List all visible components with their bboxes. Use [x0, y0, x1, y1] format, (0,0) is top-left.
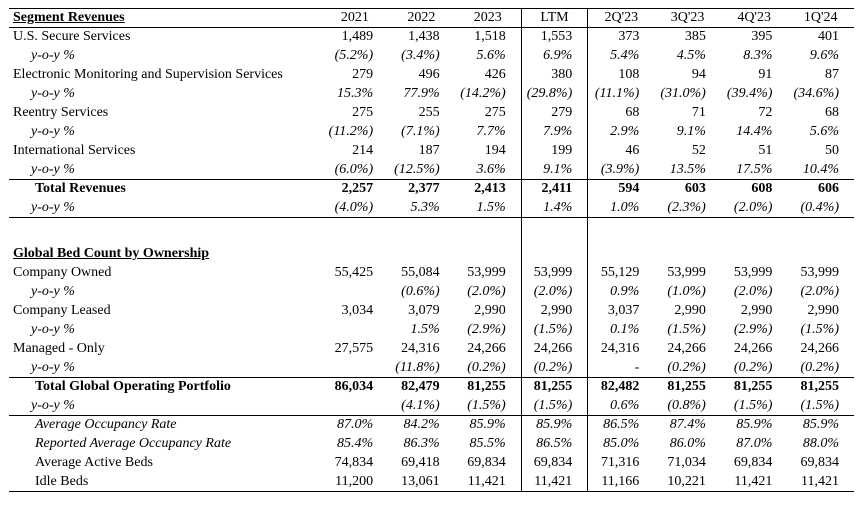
- cell: 608: [721, 180, 788, 199]
- row-label: Reentry Services: [13, 105, 109, 120]
- table-title: Segment Revenues: [9, 9, 322, 28]
- spacer-row: [9, 218, 854, 245]
- cell: 53,999: [521, 264, 588, 283]
- table-row: [9, 264, 854, 283]
- cell: 81,255: [654, 378, 721, 397]
- cell: [721, 245, 788, 264]
- cell: (1.5%): [521, 321, 588, 340]
- column-header-2021: 2021: [322, 9, 389, 28]
- row-label: y-o-y %: [31, 322, 75, 337]
- cell: (0.2%): [521, 359, 588, 378]
- cell: 53,999: [467, 265, 506, 280]
- cell: (3.9%): [600, 161, 640, 177]
- cell: [588, 245, 655, 264]
- cell: 275: [352, 105, 374, 120]
- row-label: Idle Beds: [9, 473, 322, 492]
- cell: 24,266: [733, 341, 773, 356]
- cell: 74,834: [334, 455, 374, 470]
- cell: 53,999: [800, 265, 839, 280]
- row-label: y-o-y %: [31, 124, 75, 139]
- cell: [388, 245, 455, 264]
- cell: (11.8%): [395, 359, 440, 375]
- cell: 86.5%: [603, 417, 640, 433]
- cell: 2,990: [740, 303, 773, 318]
- cell: 2,257: [322, 180, 389, 199]
- cell: 11,200: [322, 473, 389, 492]
- cell: 81,255: [521, 378, 588, 397]
- cell: (2.0%): [733, 284, 773, 299]
- row-label: Electronic Monitoring and Supervision Services: [13, 67, 283, 82]
- cell: 86.5%: [521, 435, 588, 454]
- cell: 1,438: [408, 29, 440, 45]
- cell: [787, 218, 854, 245]
- cell: 1.0%: [588, 199, 655, 218]
- row-label: U.S. Secure Services: [13, 29, 131, 45]
- cell: 187: [418, 143, 440, 158]
- cell: 88.0%: [802, 436, 839, 451]
- section-title: Global Bed Count by Ownership: [13, 246, 210, 261]
- table-row: [9, 397, 854, 416]
- table-row: [9, 199, 854, 218]
- cell: 275: [484, 105, 506, 120]
- cell: 426: [484, 67, 506, 82]
- cell: 85.4%: [336, 436, 374, 451]
- cell: (7.1%): [401, 124, 440, 139]
- cell: 87.4%: [669, 417, 706, 433]
- cell: (1.0%): [667, 284, 706, 299]
- cell: [388, 218, 455, 245]
- cell: 72: [758, 105, 773, 120]
- cell: 279: [521, 104, 588, 123]
- row-label: Total Revenues: [9, 180, 322, 199]
- cell: 0.6%: [588, 397, 655, 416]
- cell: 77.9%: [403, 86, 440, 101]
- cell: (5.2%): [334, 48, 374, 63]
- cell: 85.5%: [469, 436, 506, 451]
- table-row: [9, 321, 854, 340]
- row-label: Company Leased: [13, 303, 111, 318]
- cell: (12.5%): [394, 161, 440, 177]
- cell: 50: [825, 143, 839, 158]
- cell: 84.2%: [403, 417, 440, 433]
- table-header-row: [9, 9, 854, 28]
- cell: 71,316: [600, 455, 640, 470]
- cell: 1.4%: [521, 199, 588, 218]
- cell: (34.6%): [793, 86, 839, 101]
- cell: (2.3%): [654, 199, 721, 218]
- cell: (1.5%): [721, 397, 788, 416]
- cell: 94: [691, 67, 706, 82]
- cell: 0.9%: [610, 284, 640, 299]
- cell: 214: [352, 143, 374, 158]
- cell: (29.8%): [521, 85, 588, 104]
- cell: (0.4%): [787, 199, 854, 218]
- cell: 2,990: [474, 303, 506, 318]
- cell: 85.9%: [469, 417, 506, 433]
- column-header-2022: 2022: [388, 9, 455, 28]
- cell: 82,482: [588, 378, 655, 397]
- cell: 53,999: [733, 265, 773, 280]
- cell: [654, 218, 721, 245]
- cell: [588, 218, 655, 245]
- cell: 24,316: [401, 341, 440, 356]
- cell: 108: [618, 67, 640, 82]
- cell: (0.2%): [733, 359, 773, 375]
- cell: [787, 245, 854, 264]
- cell: 594: [588, 180, 655, 199]
- cell: 11,166: [588, 473, 655, 492]
- row-label: Average Occupancy Rate: [35, 417, 177, 433]
- cell: 7.7%: [476, 124, 506, 139]
- cell: 385: [684, 29, 706, 45]
- column-header-2q23: 2Q'23: [588, 9, 655, 28]
- cell: 9.6%: [809, 48, 839, 63]
- row-label: International Services: [13, 143, 136, 158]
- cell: 5.6%: [809, 124, 839, 139]
- cell: 14.4%: [736, 124, 773, 139]
- cell: [322, 359, 389, 378]
- cell: (0.8%): [654, 397, 721, 416]
- cell: 91: [758, 67, 773, 82]
- cell: (2.0%): [800, 284, 839, 299]
- cell: (2.0%): [521, 283, 588, 302]
- cell: [322, 321, 389, 340]
- table-row: [9, 47, 854, 66]
- cell: 69,834: [467, 455, 506, 470]
- cell: (1.5%): [800, 322, 839, 337]
- cell: (2.9%): [467, 322, 506, 337]
- cell: 69,834: [800, 455, 839, 470]
- cell: 373: [618, 29, 640, 45]
- cell: 1.5%: [455, 199, 522, 218]
- cell: 5.3%: [388, 199, 455, 218]
- cell: 13.5%: [669, 161, 706, 177]
- cell: 3,079: [408, 303, 440, 318]
- table-row: [9, 378, 854, 397]
- cell: (0.2%): [800, 359, 839, 375]
- cell: 603: [654, 180, 721, 199]
- row-label: y-o-y %: [31, 284, 75, 299]
- row-label: [9, 218, 322, 245]
- cell: 87: [825, 67, 839, 82]
- cell: 9.1%: [676, 124, 706, 139]
- cell: (2.9%): [733, 322, 773, 337]
- cell: 2,377: [388, 180, 455, 199]
- cell: 86.0%: [669, 436, 706, 451]
- table-row: [9, 302, 854, 321]
- cell: 2,990: [674, 303, 706, 318]
- cell: 68: [825, 105, 839, 120]
- cell: (0.6%): [401, 284, 440, 299]
- cell: 606: [787, 180, 854, 199]
- cell: 1,553: [521, 28, 588, 47]
- row-label: Company Owned: [13, 265, 112, 280]
- cell: 55,425: [334, 265, 374, 280]
- cell: 71: [691, 105, 706, 120]
- cell: 380: [521, 66, 588, 85]
- cell: 395: [751, 29, 773, 45]
- cell: (14.2%): [460, 86, 506, 101]
- row-label: Average Active Beds: [35, 455, 153, 470]
- cell: 24,266: [667, 341, 706, 356]
- cell: 4.5%: [676, 48, 706, 63]
- cell: (1.5%): [667, 322, 706, 337]
- cell: [322, 283, 389, 302]
- table-row: [9, 435, 854, 454]
- table-row: [9, 283, 854, 302]
- cell: 13,061: [388, 473, 455, 492]
- cell: 9.1%: [521, 161, 588, 180]
- cell: 7.9%: [521, 123, 588, 142]
- cell: 5.6%: [476, 48, 506, 63]
- table-row: [9, 359, 854, 378]
- table-row: [9, 454, 854, 473]
- cell: 496: [418, 67, 440, 82]
- column-header-1q24: 1Q'24: [787, 9, 854, 28]
- cell: 255: [418, 105, 440, 120]
- cell: 27,575: [334, 341, 374, 356]
- cell: 0.1%: [610, 322, 640, 337]
- cell: 3,034: [341, 303, 374, 318]
- cell: 87.0%: [336, 417, 374, 433]
- cell: 68: [625, 105, 640, 120]
- cell: (31.0%): [660, 86, 706, 101]
- cell: 85.9%: [521, 416, 588, 435]
- cell: 69,418: [401, 455, 440, 470]
- cell: 86.3%: [403, 436, 440, 451]
- cell: (11.1%): [594, 86, 640, 101]
- cell: 53,999: [667, 265, 706, 280]
- cell: 1,518: [474, 29, 506, 45]
- table-row: [9, 473, 854, 492]
- cell: 2,990: [521, 302, 588, 321]
- cell: (39.4%): [726, 86, 773, 101]
- cell: 5.4%: [610, 48, 640, 63]
- column-header-2023: 2023: [455, 9, 522, 28]
- cell: 8.3%: [743, 48, 773, 63]
- cell: [455, 218, 522, 245]
- cell: 3,037: [607, 303, 640, 318]
- cell: 46: [625, 143, 640, 158]
- cell: 199: [521, 142, 588, 161]
- cell: [521, 218, 588, 245]
- table-row: [9, 416, 854, 435]
- cell: 11,421: [455, 473, 522, 492]
- cell: 81,255: [787, 378, 854, 397]
- cell: 1,489: [341, 29, 374, 45]
- cell: [721, 218, 788, 245]
- cell: 24,266: [521, 340, 588, 359]
- cell: 82,479: [388, 378, 455, 397]
- row-label: y-o-y %: [31, 48, 75, 63]
- cell: 85.0%: [603, 436, 640, 451]
- cell: [322, 218, 389, 245]
- cell: 11,421: [721, 473, 788, 492]
- row-label: y-o-y %: [9, 397, 322, 416]
- cell: 24,266: [467, 341, 506, 356]
- cell: 55,084: [401, 265, 440, 280]
- cell: 10,221: [654, 473, 721, 492]
- table-row: [9, 85, 854, 104]
- cell: (0.2%): [467, 359, 506, 375]
- cell: 10.4%: [802, 161, 839, 177]
- cell: (2.0%): [721, 199, 788, 218]
- row-label: Reported Average Occupancy Rate: [35, 436, 232, 451]
- column-header-ltm: LTM: [521, 9, 588, 28]
- cell: 3.6%: [476, 161, 506, 177]
- row-label: Managed - Only: [13, 341, 105, 356]
- cell: 15.3%: [336, 86, 374, 101]
- cell: 11,421: [521, 473, 588, 492]
- cell: 194: [484, 143, 506, 158]
- row-label: Total Global Operating Portfolio: [9, 378, 322, 397]
- cell: [654, 245, 721, 264]
- cell: 2.9%: [610, 124, 640, 139]
- table-row: [9, 104, 854, 123]
- section-header-row: [9, 245, 854, 264]
- cell: (1.5%): [787, 397, 854, 416]
- cell: (1.5%): [521, 397, 588, 416]
- cell: 2,411: [521, 180, 588, 199]
- cell: 24,266: [800, 341, 839, 356]
- cell: 52: [691, 143, 706, 158]
- cell: 69,834: [733, 455, 773, 470]
- cell: (6.0%): [334, 161, 374, 177]
- cell: (3.4%): [401, 48, 440, 63]
- table-row: [9, 28, 854, 47]
- cell: 81,255: [721, 378, 788, 397]
- financial-table: [9, 8, 854, 492]
- table-row: [9, 142, 854, 161]
- cell: [322, 397, 389, 416]
- column-header-4q23: 4Q'23: [721, 9, 788, 28]
- cell: (1.5%): [455, 397, 522, 416]
- table-row: [9, 180, 854, 199]
- cell: (0.2%): [667, 359, 706, 375]
- row-label: y-o-y %: [9, 199, 322, 218]
- cell: 6.9%: [521, 47, 588, 66]
- cell: 279: [352, 67, 374, 82]
- cell: 24,316: [600, 341, 640, 356]
- row-label: y-o-y %: [31, 86, 75, 101]
- cell: 51: [758, 143, 773, 158]
- cell: 55,129: [600, 265, 640, 280]
- cell: [521, 245, 588, 264]
- cell: 1.5%: [410, 322, 440, 337]
- cell: 71,034: [667, 455, 706, 470]
- table-row: [9, 340, 854, 359]
- cell: 401: [818, 29, 839, 45]
- row-label: y-o-y %: [31, 359, 75, 375]
- cell: (4.1%): [388, 397, 455, 416]
- cell: 17.5%: [736, 161, 773, 177]
- cell: (2.0%): [467, 284, 506, 299]
- cell: -: [634, 359, 640, 375]
- cell: 86,034: [322, 378, 389, 397]
- table-row: [9, 66, 854, 85]
- cell: (11.2%): [328, 124, 374, 139]
- cell: 87.0%: [736, 436, 773, 451]
- cell: 81,255: [455, 378, 522, 397]
- cell: (4.0%): [322, 199, 389, 218]
- row-label: y-o-y %: [31, 161, 75, 177]
- cell: [322, 245, 389, 264]
- cell: 85.9%: [802, 417, 839, 433]
- cell: 11,421: [787, 473, 854, 492]
- table-row: [9, 123, 854, 142]
- cell: 2,413: [455, 180, 522, 199]
- column-header-3q23: 3Q'23: [654, 9, 721, 28]
- cell: 85.9%: [736, 417, 773, 433]
- cell: 69,834: [521, 454, 588, 473]
- cell: [455, 245, 522, 264]
- table-row: [9, 161, 854, 180]
- cell: 2,990: [807, 303, 839, 318]
